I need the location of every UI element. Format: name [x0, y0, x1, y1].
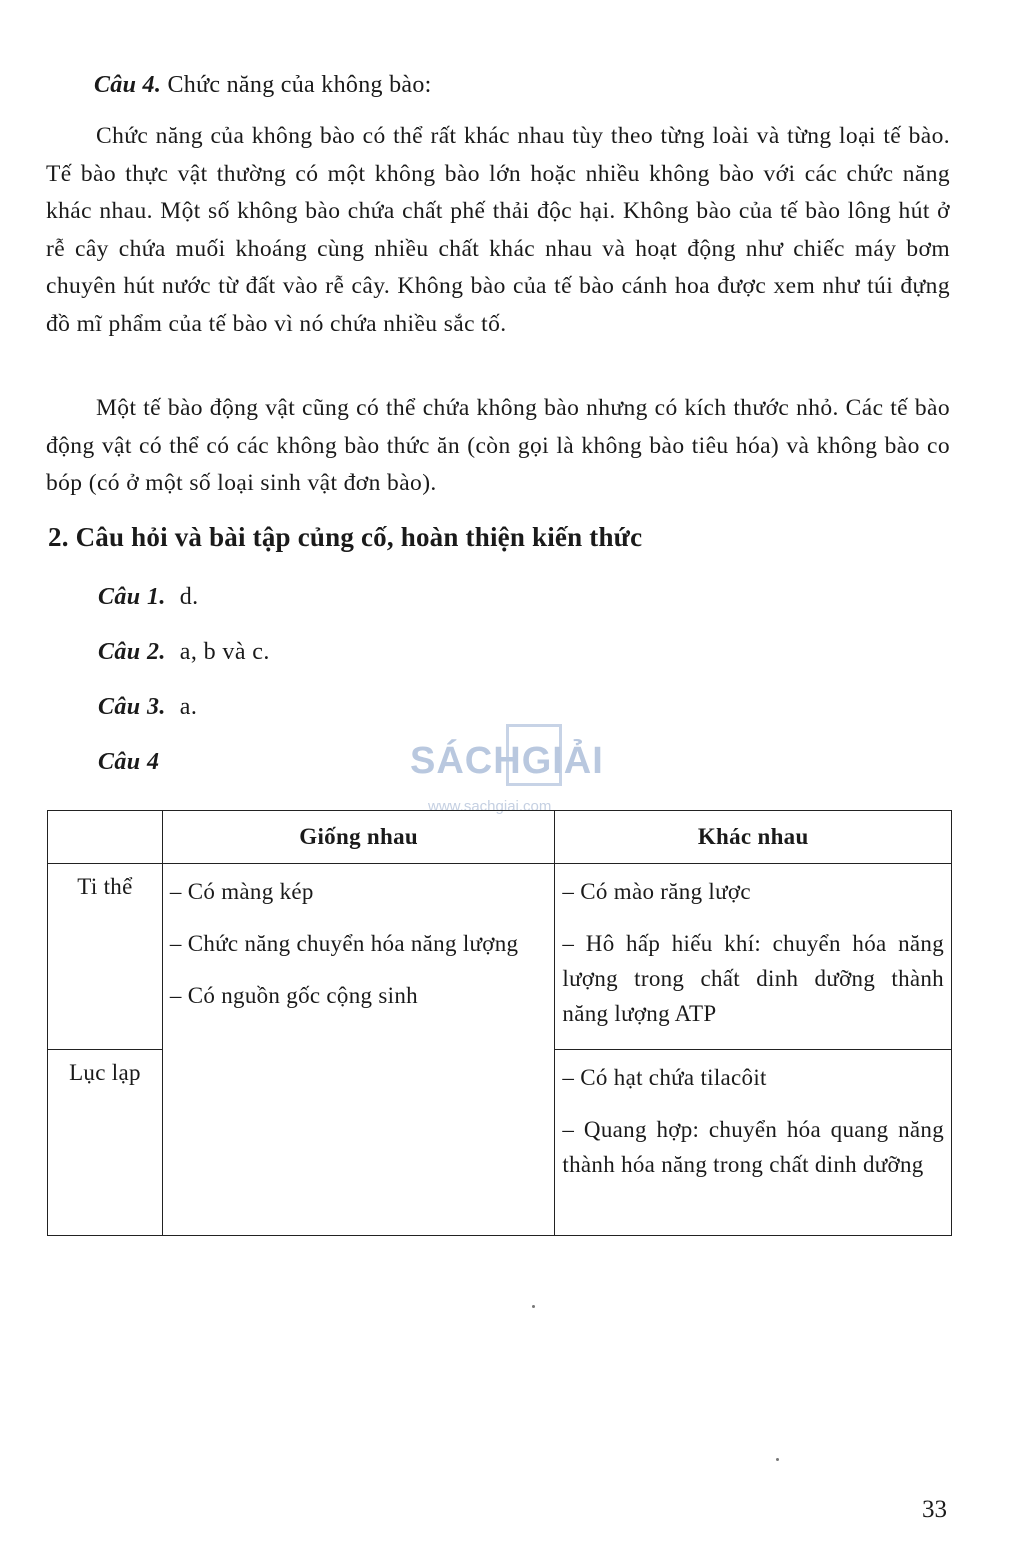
similar-item: – Chức năng chuyển hóa năng lượng — [169, 931, 519, 956]
diff-item: – Hô hấp hiếu khí: chuyển hóa năng lượng trong chất dinh dưỡng thành năng lượng ATP — [562, 931, 944, 1026]
question-4-title: Chức năng của không bào: — [167, 72, 432, 98]
scan-speck — [776, 1458, 779, 1461]
table-header-empty — [48, 811, 163, 864]
diff-item: – Có hạt chứa tilacôit — [562, 1065, 767, 1090]
row-label-chloroplast: Lục lạp — [48, 1050, 163, 1236]
answer-4-label: Câu 4 — [98, 749, 160, 775]
answer-1-text: d. — [179, 584, 199, 610]
answer-2 — [98, 639, 270, 666]
similar-item: – Có nguồn gốc cộng sinh — [169, 983, 418, 1008]
paragraph-vacuole-function: Chức năng của không bào có thể rất khác nhau tùy theo từng loài và từng loại tế bào. Tế bào thực vật thường có một không bào lớn hoặc nhiều không bào với các chức năng khác nhau. Một số không bào chứa chất phế thải độc hại. Không bào của tế bào lông hút ở rễ cây chứa muối khoáng cùng nhiều chất khác nhau và hoạt động như chiếc máy bơm chuyên hút nước từ đất vào rễ cây. Không bào của tế bào cánh hoa được xem như túi đựng đồ mĩ phẩm của tế bào vì nó chứa nhiều sắc tố. — [46, 123, 950, 337]
answer-3 — [98, 694, 197, 721]
diff-cell-mitochondria — [555, 864, 952, 1050]
answer-3-label: Câu 3. — [98, 694, 166, 720]
page-number: 33 — [922, 1496, 947, 1523]
diff-item: – Có mào răng lược — [562, 879, 751, 904]
table-row-mitochondria — [48, 864, 952, 1050]
answer-2-text: a, b và c. — [179, 639, 270, 665]
paragraph-animal-vacuole: Một tế bào động vật cũng có thể chứa không bào nhưng có kích thước nhỏ. Các tế bào động vật có thể có các không bào thức ăn (còn gọi là không bào tiêu hóa) và không bào co bóp (có ở một số loại sinh vật đơn bào). — [46, 395, 950, 496]
answer-3-text: a. — [179, 694, 198, 720]
answer-1-label: Câu 1. — [98, 584, 166, 610]
table-header-different: Khác nhau — [555, 811, 952, 864]
question-4-label: Câu 4. — [94, 72, 162, 98]
similar-cell — [162, 864, 555, 1236]
watermark-url: www.sachgiai.com — [428, 798, 552, 815]
question-4-heading — [94, 72, 432, 99]
diff-cell-chloroplast — [555, 1050, 952, 1236]
comparison-table — [47, 810, 952, 1236]
table-header-row — [48, 811, 952, 864]
watermark-text — [410, 740, 604, 783]
watermark-text-left: SÁCH — [410, 740, 522, 782]
section-2-title: 2. Câu hỏi và bài tập củng cố, hoàn thiện kiến thức — [48, 522, 643, 552]
similar-item: – Có màng kép — [169, 879, 314, 904]
table-header-similar: Giống nhau — [162, 811, 555, 864]
watermark-logo — [410, 722, 620, 822]
answer-1 — [98, 584, 199, 611]
answer-4 — [98, 749, 173, 776]
scan-speck — [532, 1305, 535, 1308]
diff-item: – Quang hợp: chuyển hóa quang năng thành hóa năng trong chất dinh dưỡng — [562, 1117, 944, 1177]
watermark-text-right: GIẢI — [521, 740, 604, 782]
answer-2-label: Câu 2. — [98, 639, 166, 665]
row-label-mitochondria: Ti thể — [48, 864, 163, 1050]
